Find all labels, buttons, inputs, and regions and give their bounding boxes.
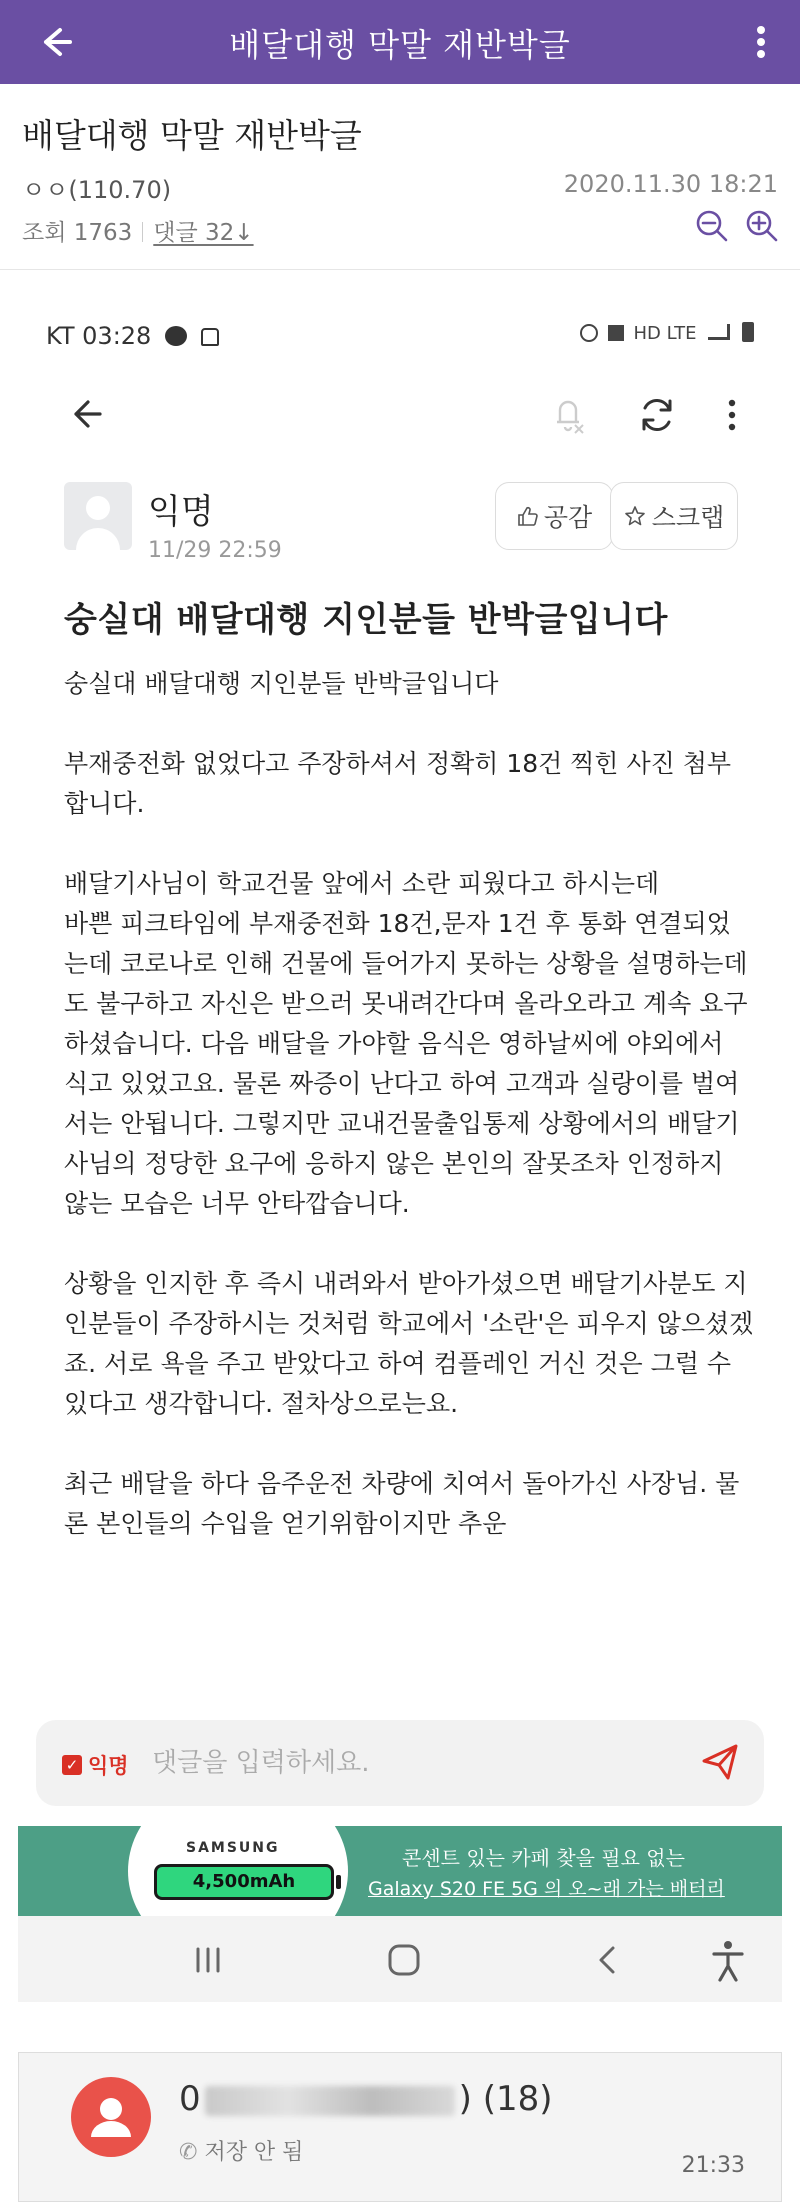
post-timestamp: 11/29 22:59 [148,538,282,563]
inner-back-arrow-icon[interactable] [66,394,106,434]
zoom-out-icon[interactable] [694,208,730,244]
app-bar [0,0,800,84]
network-label: HD LTE [633,323,697,344]
anonymous-label: 익명 [88,1754,129,1778]
comment-bar [36,1720,764,1806]
paragraph-gap [64,1224,754,1264]
battery-icon [742,322,754,342]
checkbox-checked-icon: ✓ [62,1755,82,1775]
caller-number [179,2079,553,2119]
carrier-time: KT 03:28 [46,322,152,350]
body-paragraph: 최근 배달을 하다 음주운전 차량에 치여서 돌아가신 사장님. 물론 본인들의 수입을 얻기위함이지만 추운 [64,1469,740,1538]
more-vertical-icon[interactable] [746,18,776,66]
author-nickname: 익명 [148,492,214,532]
view-count: 조회 1763 [22,220,133,246]
call-status [179,2135,303,2166]
paragraph-gap [64,704,754,744]
body-paragraph: 부재중전화 없었다고 주장하셔서 정확히 18건 찍힌 사진 첨부합니다. [64,749,732,818]
paragraph-gap [64,1424,754,1464]
inner-more-vertical-icon[interactable] [722,394,742,436]
mute-icon [608,325,624,341]
notification-icon [201,328,219,346]
contact-avatar [71,2077,151,2157]
person-icon [71,2077,151,2157]
missed-call-icon: ✆ [179,2140,198,2165]
ad-copy-line1: 콘센트 있는 카페 찾을 필요 없는 [402,1846,685,1870]
status-bar-left [46,322,219,350]
thumbs-up-icon [516,505,538,527]
refresh-icon[interactable] [636,394,678,436]
call-time: 21:33 [681,2153,745,2178]
body-paragraph: 바쁜 피크타임에 부재중전화 18건,문자 1건 후 통화 연결되었는데 코로나로 인해 건물에 들어가지 못하는 상황을 설명하는데도 불구하고 자신은 받으러 못내려간다며 올라오라고 계속 요구하셨습니다. 다음 배달을 가야할 음식은 영하날씨에 야외에서 식고 있었고요. 물론 짜증이 난다고 하여 고객과 실랑이를 벌여서는 안됩니다. 그렇지만 교내건물출입통제 상황에서의 배달기사님의 정당한 요구에 응하지 않은 본인의 잘못조차 인정하지 않는 모습은 너무 안타깝습니다. [64,909,748,1218]
paragraph-gap [64,824,754,864]
blurred-number [205,2086,455,2116]
like-button[interactable] [495,482,613,550]
call-status-label: 저장 안 됨 [204,2140,304,2165]
divider [142,222,143,242]
scrap-button[interactable] [610,482,738,550]
inner-post-body [64,664,754,1544]
app-bar-title: 배달대행 막말 재반박글 [229,26,571,64]
body-paragraph: 배달기사님이 학교건물 앞에서 소란 피웠다고 하시는데 [64,869,660,898]
zoom-in-icon[interactable] [744,208,780,244]
like-label: 공감 [543,503,593,532]
home-icon[interactable] [382,1938,426,1982]
ad-banner[interactable] [18,1826,782,1916]
signal-icon [708,324,730,340]
post-author[interactable]: ㅇㅇ(110.70) [22,176,172,204]
recent-apps-icon[interactable] [188,1940,228,1980]
notification-off-icon[interactable] [548,392,588,436]
nav-back-icon[interactable] [588,1940,628,1980]
status-bar-right [580,322,754,344]
inner-post-heading: 숭실대 배달대행 지인분들 반박글입니다 [64,600,668,640]
scrap-label: 스크랩 [651,503,725,532]
body-paragraph: 숭실대 배달대행 지인분들 반박글입니다 [64,669,499,698]
star-icon [624,505,646,527]
ad-copy-line2: Galaxy S20 FE 5G 의 오~래 가는 배터리 [368,1878,725,1900]
ad-battery-graphic: 4,500mAh [154,1864,334,1900]
ad-brand: SAMSUNG [186,1840,280,1856]
call-log-card [18,2052,782,2202]
send-icon[interactable] [700,1742,740,1782]
post-title: 배달대행 막말 재반박글 [22,116,362,155]
system-nav-bar [18,1916,782,2002]
talk-icon [165,326,187,346]
alarm-icon [580,324,598,342]
body-paragraph: 상황을 인지한 후 즉시 내려와서 받아가셨으면 배달기사분도 지인분들이 주장하시는 것처럼 학교에서 '소란'은 피우지 않으셨겠죠. 서로 욕을 주고 받았다고 하여 컴플레인 거신 것은 그럴 수 있다고 생각합니다. 절차상으로는요. [64,1269,754,1418]
avatar [64,482,132,550]
comment-count-link[interactable]: 댓글 32↓ [153,220,254,246]
comment-input[interactable] [152,1744,672,1782]
accessibility-icon[interactable] [706,1936,750,1984]
post-header [0,84,800,270]
caller-number-suffix: ) (18) [458,2079,553,2119]
post-date: 2020.11.30 18:21 [563,170,778,198]
post-stats [22,214,254,247]
anonymous-toggle[interactable] [62,1750,129,1780]
default-avatar-icon [64,482,132,550]
caller-number-prefix: 0 [179,2079,201,2119]
